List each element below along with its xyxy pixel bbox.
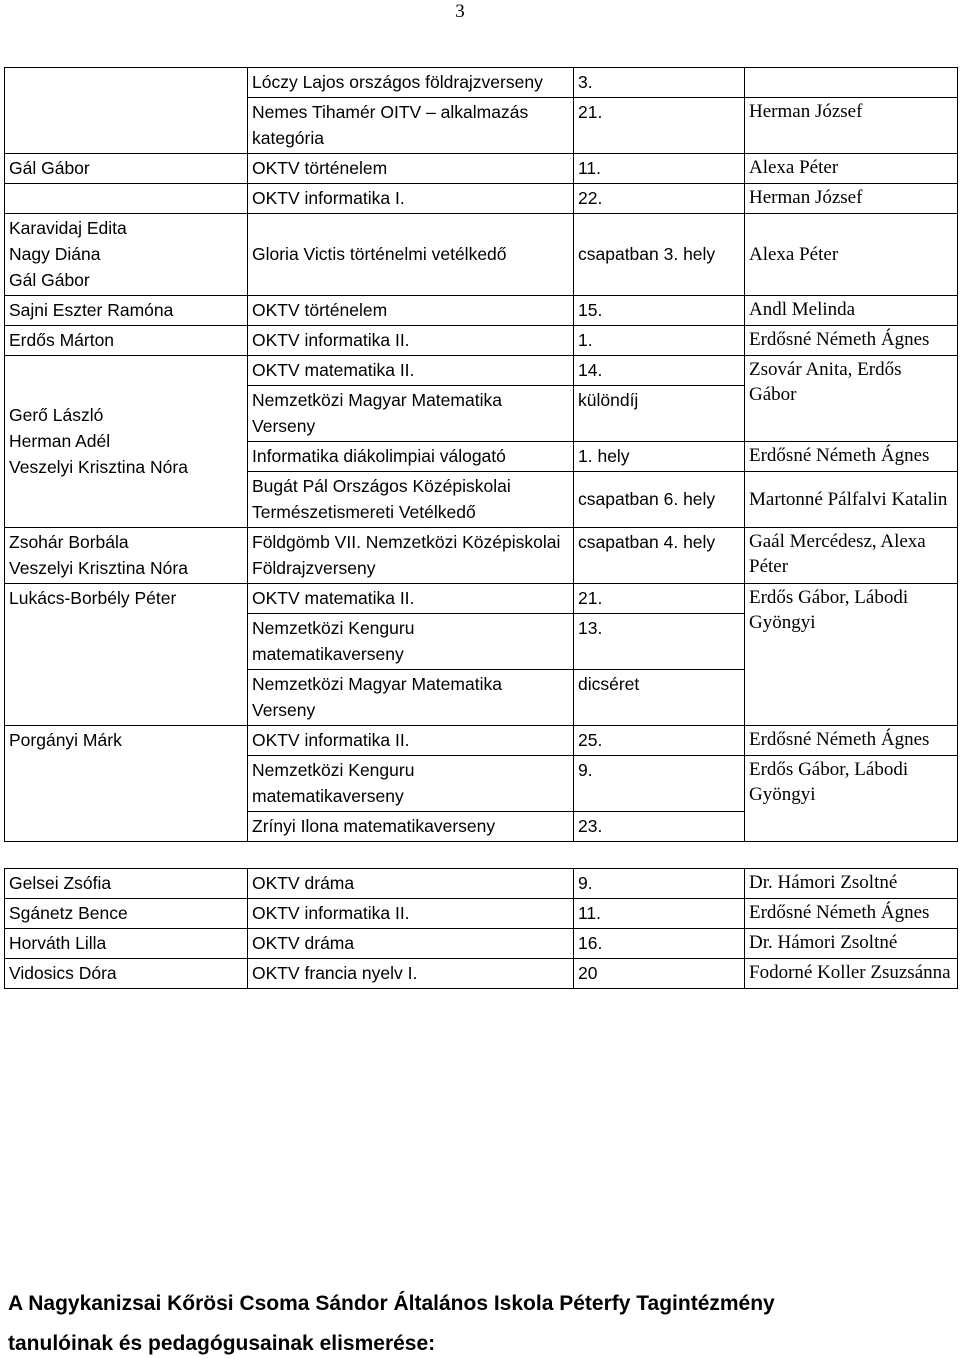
student-cell: Vidosics Dóra — [5, 959, 248, 989]
result-cell: 21. — [574, 98, 745, 154]
teacher-cell: Dr. Hámori Zsoltné — [745, 869, 958, 899]
result-cell: 1. hely — [574, 442, 745, 472]
teacher-cell: Herman József — [745, 98, 958, 154]
competition-cell: Informatika diákolimpiai válogató — [248, 442, 574, 472]
result-cell: csapatban 6. hely — [574, 472, 745, 528]
competition-cell: Földgömb VII. Nemzetközi Középiskolai Földrajzverseny — [248, 528, 574, 584]
competition-cell: OKTV informatika II. — [248, 899, 574, 929]
student-cell — [5, 68, 248, 154]
table-row — [5, 899, 958, 929]
competition-cell: OKTV matematika II. — [248, 356, 574, 386]
result-cell: 20 — [574, 959, 745, 989]
competition-cell: Nemzetközi Magyar Matematika Verseny — [248, 670, 574, 726]
competition-cell: Lóczy Lajos országos földrajzverseny — [248, 68, 574, 98]
result-cell: 23. — [574, 812, 745, 842]
competition-cell: Gloria Victis történelmi vetélkedő — [248, 214, 574, 296]
teacher-cell: Alexa Péter — [745, 214, 958, 296]
teacher-cell: Dr. Hámori Zsoltné — [745, 929, 958, 959]
table-row — [5, 584, 958, 614]
result-cell: 3. — [574, 68, 745, 98]
table-row — [5, 528, 958, 584]
footer-heading-line2: tanulóinak és pedagógusainak elismerése: — [8, 1332, 436, 1355]
teacher-cell: Andl Melinda — [745, 296, 958, 326]
student-cell — [5, 528, 248, 584]
competition-cell: Nemzetközi Magyar Matematika Verseny — [248, 386, 574, 442]
student-name: Nagy Diána — [9, 244, 101, 264]
competition-cell: OKTV informatika II. — [248, 726, 574, 756]
page-number: 3 — [455, 1, 465, 22]
teacher-cell: Zsovár Anita, Erdős Gábor — [745, 356, 958, 442]
table-row — [5, 726, 958, 756]
competition-cell: OKTV történelem — [248, 154, 574, 184]
teacher-cell: Erdősné Németh Ágnes — [745, 442, 958, 472]
competition-cell: Nemzetközi Kenguru matematikaverseny — [248, 756, 574, 812]
student-name: Karavidaj Edita — [9, 218, 127, 238]
student-cell: Gál Gábor — [5, 154, 248, 184]
competition-cell: OKTV matematika II. — [248, 584, 574, 614]
teacher-cell: Alexa Péter — [745, 154, 958, 184]
table-row — [5, 154, 958, 184]
teacher-cell: Erdős Gábor, Lábodi Gyöngyi — [745, 584, 958, 726]
student-name: Herman Adél — [9, 431, 111, 451]
result-cell: különdíj — [574, 386, 745, 442]
competition-cell: OKTV informatika I. — [248, 184, 574, 214]
student-name: Veszelyi Krisztina Nóra — [9, 558, 188, 578]
competition-cell: Nemzetközi Kenguru matematikaverseny — [248, 614, 574, 670]
result-cell: 14. — [574, 356, 745, 386]
student-cell: Sgánetz Bence — [5, 899, 248, 929]
awards-table — [4, 67, 958, 989]
student-cell: Horváth Lilla — [5, 929, 248, 959]
competition-cell: OKTV történelem — [248, 296, 574, 326]
competition-cell: Bugát Pál Országos Középiskolai Természetismereti Vetélkedő — [248, 472, 574, 528]
teacher-cell: Erdősné Németh Ágnes — [745, 726, 958, 756]
result-cell: csapatban 3. hely — [574, 214, 745, 296]
result-cell: 11. — [574, 899, 745, 929]
teacher-cell: Erdősné Németh Ágnes — [745, 326, 958, 356]
table-row — [5, 214, 958, 296]
student-cell: Porgányi Márk — [5, 726, 248, 842]
teacher-cell: Martonné Pálfalvi Katalin — [745, 472, 958, 528]
result-cell: dicséret — [574, 670, 745, 726]
student-name: Gál Gábor — [9, 270, 90, 290]
student-cell: Erdős Márton — [5, 326, 248, 356]
student-cell: Lukács-Borbély Péter — [5, 584, 248, 726]
table-gap-cell — [5, 842, 958, 869]
student-cell — [5, 356, 248, 528]
student-cell: Gelsei Zsófia — [5, 869, 248, 899]
result-cell: 11. — [574, 154, 745, 184]
table-row — [5, 959, 958, 989]
table-row — [5, 869, 958, 899]
result-cell: 21. — [574, 584, 745, 614]
teacher-cell: Erdős Gábor, Lábodi Gyöngyi — [745, 756, 958, 842]
result-cell: 15. — [574, 296, 745, 326]
competition-cell: OKTV francia nyelv I. — [248, 959, 574, 989]
footer-heading-line1: A Nagykanizsai Kőrösi Csoma Sándor Általános Iskola Péterfy Tagintézmény — [8, 1292, 775, 1315]
result-cell: 9. — [574, 869, 745, 899]
result-cell: 1. — [574, 326, 745, 356]
teacher-cell: Erdősné Németh Ágnes — [745, 899, 958, 929]
student-cell — [5, 184, 248, 214]
competition-cell: Nemes Tihamér OITV – alkalmazás kategória — [248, 98, 574, 154]
result-cell: csapatban 4. hely — [574, 528, 745, 584]
table-row — [5, 929, 958, 959]
result-cell: 13. — [574, 614, 745, 670]
student-name: Gerő László — [9, 405, 104, 425]
student-cell: Sajni Eszter Ramóna — [5, 296, 248, 326]
result-cell: 25. — [574, 726, 745, 756]
table-row — [5, 326, 958, 356]
student-name: Zsohár Borbála — [9, 532, 129, 552]
table-row — [5, 296, 958, 326]
student-name: Veszelyi Krisztina Nóra — [9, 457, 188, 477]
result-cell: 9. — [574, 756, 745, 812]
table-row — [5, 356, 958, 386]
result-cell: 16. — [574, 929, 745, 959]
teacher-cell — [745, 68, 958, 98]
competition-cell: OKTV informatika II. — [248, 326, 574, 356]
table-row — [5, 68, 958, 98]
competition-cell: OKTV dráma — [248, 929, 574, 959]
table-gap — [5, 842, 958, 869]
table-row — [5, 184, 958, 214]
result-cell: 22. — [574, 184, 745, 214]
student-cell — [5, 214, 248, 296]
competition-cell: OKTV dráma — [248, 869, 574, 899]
teacher-cell: Gaál Mercédesz, Alexa Péter — [745, 528, 958, 584]
competition-cell: Zrínyi Ilona matematikaverseny — [248, 812, 574, 842]
teacher-cell: Fodorné Koller Zsuzsánna — [745, 959, 958, 989]
teacher-cell: Herman József — [745, 184, 958, 214]
